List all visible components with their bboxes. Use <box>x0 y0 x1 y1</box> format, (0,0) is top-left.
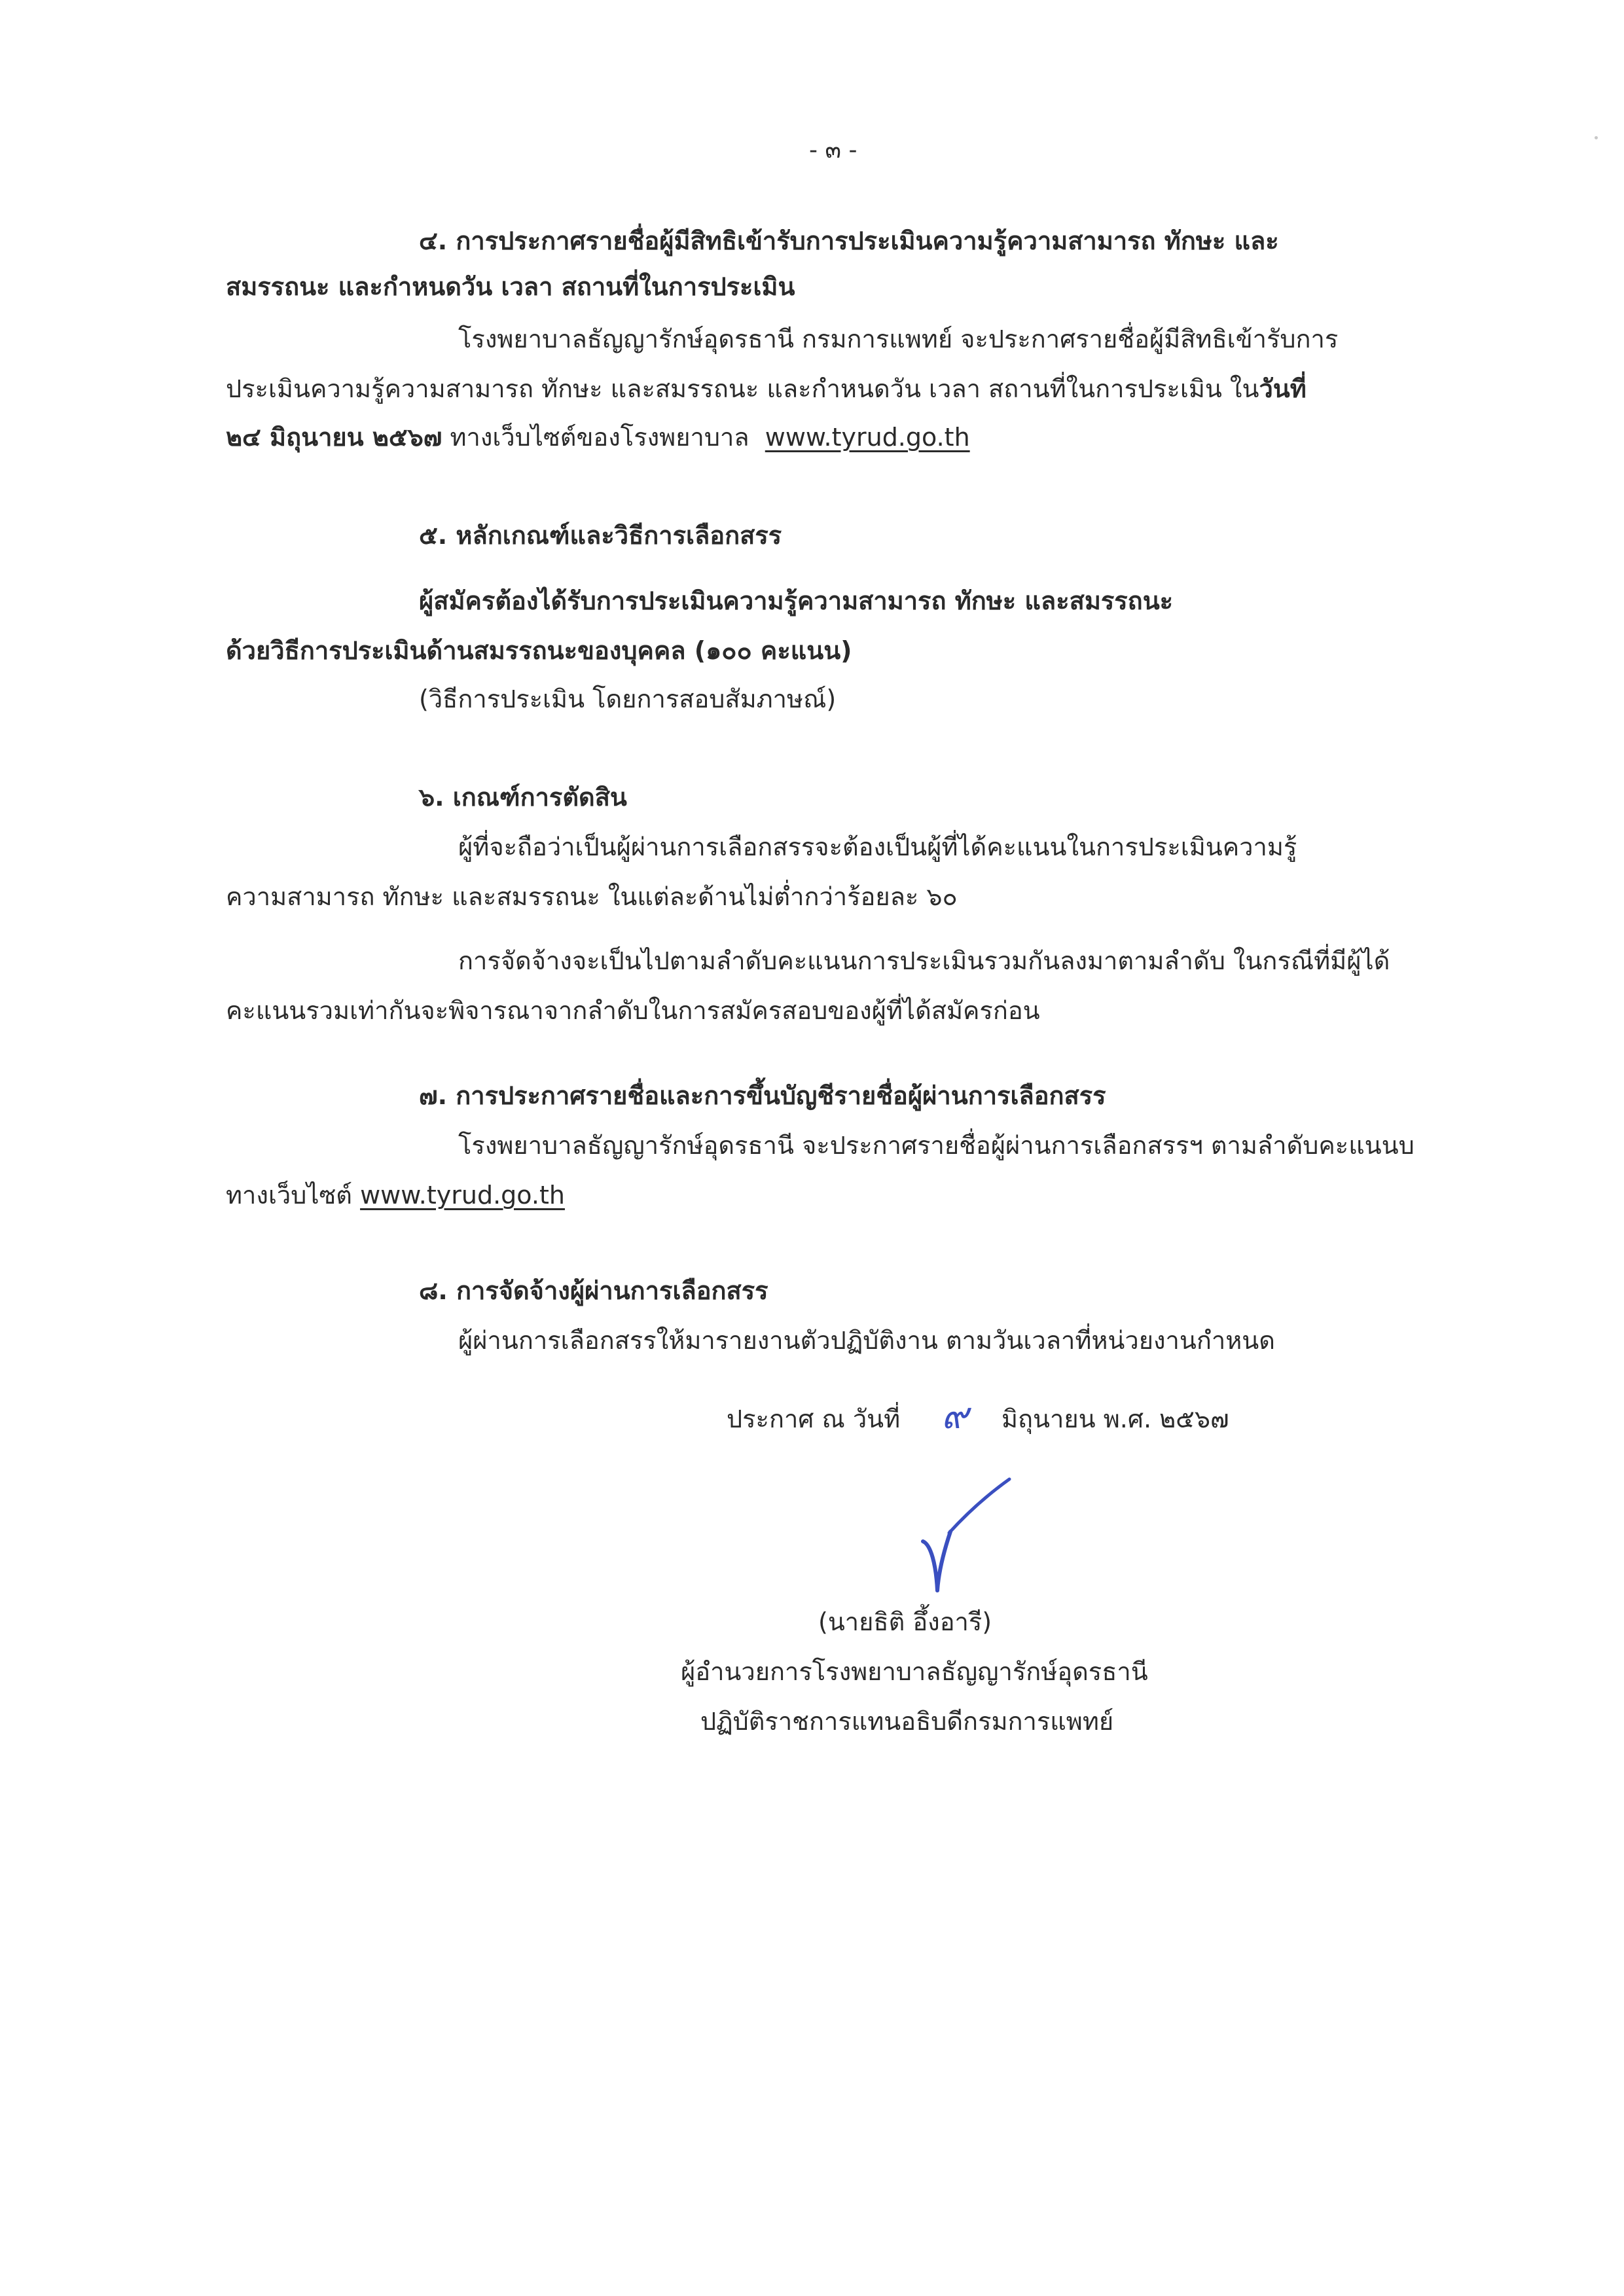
section6-para1-line1: ผู้ที่จะถือว่าเป็นผู้ผ่านการเลือกสรรจะต้องเป็นผู้ที่ได้คะแนนในการประเมินความรู้ <box>458 833 1297 861</box>
signatory-title-line1: ผู้อำนวยการโรงพยาบาลธัญญารักษ์อุดรธานี <box>681 1657 1148 1686</box>
scan-speck <box>1595 136 1598 139</box>
signature-stroke-3 <box>949 1479 1009 1533</box>
section6-heading: ๖. เกณฑ์การตัดสิน <box>419 783 627 812</box>
section6-para2-line2: คะแนนรวมเท่ากันจะพิจารณาจากลำดับในการสมัครสอบของผู้ที่ได้สมัครก่อน <box>226 996 1040 1025</box>
page-number: - ๓ - <box>809 137 857 164</box>
section7-para-line2 <box>226 1177 565 1213</box>
section6-para2-line1: การจัดจ้างจะเป็นไปตามลำดับคะแนนการประเมินรวมกันลงมาตามลำดับ ในกรณีที่มีผู้ได้ <box>458 946 1390 975</box>
signatory-title-line2: ปฏิบัติราชการแทนอธิบดีกรมการแพทย์ <box>700 1707 1114 1736</box>
section4-heading-text: ๔. การประกาศรายชื่อผู้มีสิทธิเข้ารับการประเมินความรู้ความสามารถ ทักษะ และ <box>419 226 1279 255</box>
signature <box>897 1473 1028 1597</box>
website-link[interactable]: www.tyrud.go.th <box>765 423 970 452</box>
section8-heading: ๘. การจัดจ้างผู้ผ่านการเลือกสรร <box>419 1276 768 1305</box>
section4-heading-line1 <box>419 223 1453 259</box>
section7-para-prefix: ทางเว็บไซต์ <box>226 1181 352 1210</box>
section5-bold-line1: ผู้สมัครต้องได้รับการประเมินความรู้ความสามารถ ทักษะ และสมรรถนะ <box>419 586 1174 615</box>
section5-note: (วิธีการประเมิน โดยการสอบสัมภาษณ์) <box>419 685 837 713</box>
announcement-month-year: มิถุนายน พ.ศ. ๒๕๖๗ <box>1001 1405 1229 1433</box>
signature-stroke-1 <box>923 1541 937 1590</box>
section5-bold-line2: ด้วยวิธีการประเมินด้านสมรรถนะของบุคคล (๑๐๐ คะแนน) <box>226 636 852 665</box>
announcement-prefix: ประกาศ ณ วันที่ <box>727 1405 901 1433</box>
website-link-2[interactable]: www.tyrud.go.th <box>360 1181 565 1210</box>
signature-stroke-2 <box>937 1532 950 1590</box>
announce-date: ๒๔ มิถุนายน ๒๕๖๗ <box>226 423 442 452</box>
announcement-day-handwritten: ๙ <box>941 1395 969 1437</box>
section4-para-line1: โรงพยาบาลธัญญารักษ์อุดรธานี กรมการแพทย์ จะประกาศรายชื่อผู้มีสิทธิเข้ารับการ <box>458 325 1339 353</box>
signatory-name: (นายธิติ อึ้งอารี) <box>818 1607 992 1636</box>
section5-heading: ๕. หลักเกณฑ์และวิธีการเลือกสรร <box>419 521 782 550</box>
section7-heading: ๗. การประกาศรายชื่อและการขึ้นบัญชีรายชื่อผู้ผ่านการเลือกสรร <box>419 1081 1106 1110</box>
section4-para-line2 <box>226 370 1307 407</box>
section7-para-line1: โรงพยาบาลธัญญารักษ์อุดรธานี จะประกาศรายชื่อผู้ผ่านการเลือกสรรฯ ตามลำดับคะแนนบ <box>458 1131 1415 1160</box>
section4-para-line3 <box>226 419 970 456</box>
section4-para-line3-normal: ทางเว็บไซต์ของโรงพยาบาล <box>450 423 749 452</box>
section4-heading-line2: สมรรถนะ และกำหนดวัน เวลา สถานที่ในการประเมิน <box>226 272 795 301</box>
section4-para-line2-normal: ประเมินความรู้ความสามารถ ทักษะ และสมรรถนะ และกำหนดวัน เวลา สถานที่ในการประเมิน ใน <box>226 374 1259 403</box>
section6-para1-line2: ความสามารถ ทักษะ และสมรรถนะ ในแต่ละด้านไม่ต่ำกว่าร้อยละ ๖๐ <box>226 882 958 911</box>
section4-para-line2-bold: วันที่ <box>1259 374 1307 403</box>
section8-para: ผู้ผ่านการเลือกสรรให้มารายงานตัวปฏิบัติงาน ตามวันเวลาที่หน่วยงานกำหนด <box>458 1326 1275 1355</box>
